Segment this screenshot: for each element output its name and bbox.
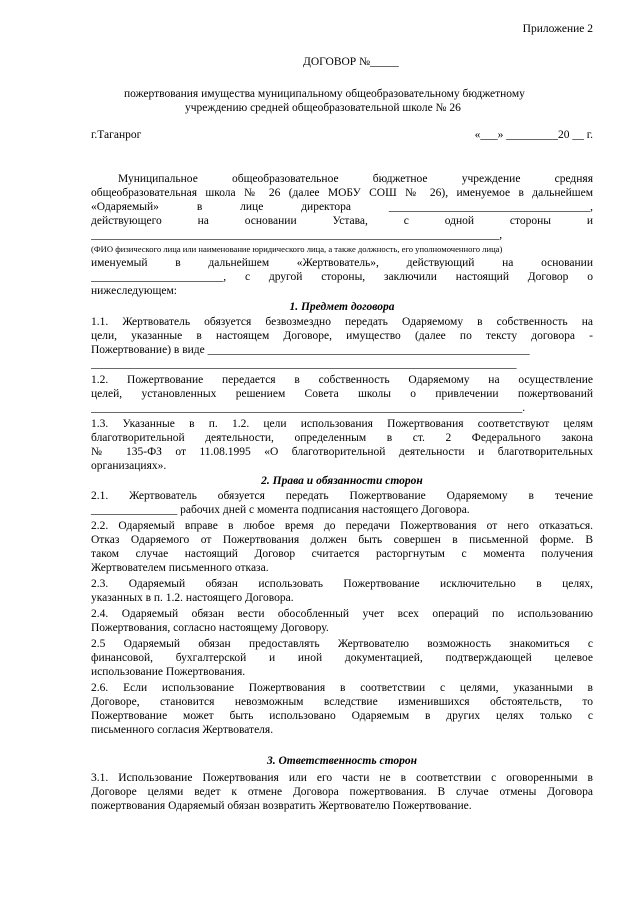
- clause-line: 1.2. Пожертвование передается в собственность Одаряемому на осуществление: [91, 374, 593, 386]
- clause-line: Пожертвования, согласно настоящему Договору.: [91, 622, 329, 634]
- clause-line: пожертвования Одаряемый обязан возвратить Жертвователю Пожертвование.: [91, 800, 472, 812]
- contract-subtitle-line-2: учреждению средней общеобразовательной школе № 26: [185, 102, 461, 114]
- clause-line: 2.3. Одаряемый обязан использовать Пожертвование исключительно в целях,: [91, 578, 593, 590]
- section-heading: 1. Предмет договора: [289, 301, 395, 313]
- clause-line: таком случае настоящий Договор считается расторгнутым с момента получения: [91, 548, 593, 560]
- intro-line: общеобразовательная школа № 26 (далее МОБУ СОШ № 26), именуемое в дальнейшем: [91, 187, 593, 199]
- clause-line: благотворительной деятельности, определенным в ст. 2 Федерального закона: [91, 432, 593, 444]
- clause-line: указанных в п. 1.2. настоящего Договора.: [91, 592, 294, 604]
- contract-title: ДОГОВОР №_____: [303, 56, 399, 68]
- clause-line: 2.2. Одаряемый вправе в любое время до передачи Пожертвования от него отказаться.: [91, 520, 593, 532]
- intro-line: действующего на основании Устава, с одной стороны и: [91, 215, 593, 227]
- section-heading: 2. Права и обязанности сторон: [261, 475, 423, 487]
- intro-line: именуемый в дальнейшем «Жертвователь», действующий на основании: [91, 257, 593, 269]
- clause-line: 1.1. Жертвователь обязуется безвозмездно передать Одаряемому в собственность на: [91, 316, 593, 328]
- clause-line: финансовой, бухгалтерской и иной документацией, подтверждающей целевое: [91, 652, 593, 664]
- clause-line: письменного согласия Жертвователя.: [91, 724, 274, 736]
- clause-line: целей, установленных решением Совета школы о привлечении пожертвований: [91, 388, 593, 400]
- clause-line: _______________ рабочих дней с момента подписания настоящего Договора.: [91, 504, 470, 516]
- appendix-label: Приложение 2: [522, 23, 593, 35]
- clause-line: 2.1. Жертвователь обязуется передать Пожертвование Одаряемому в течение: [91, 490, 593, 502]
- clause-line: 2.4. Одаряемый обязан вести обособленный учет всех операций по использованию: [91, 608, 593, 620]
- intro-line: _______________________, с другой стороны, заключили настоящий Договор о: [91, 271, 593, 283]
- intro-blank-line: _______________________________________________________________________,: [91, 229, 503, 241]
- clause-line: цели, указанные в настоящем Договоре, имущество (далее по тексту договора -: [91, 330, 593, 342]
- clause-line: Пожертвование может быть использовано Одаряемым в других целях только с: [91, 710, 593, 722]
- clause-line: 2.6. Если использование Пожертвования в соответствии с целями, указанными в: [91, 682, 593, 694]
- clause-line: Пожертвование) в виде ________________________________________________________: [91, 344, 530, 356]
- intro-line: Муниципальное общеобразовательное бюджетное учреждение средняя: [118, 173, 593, 185]
- intro-footnote: (ФИО физического лица или наименование юридического лица, а также должность, его уполномоченного лица): [91, 244, 503, 254]
- clause-line: Жертвователем письменного отказа.: [91, 562, 269, 574]
- contract-subtitle-line-1: пожертвования имущества муниципальному общеобразовательному бюджетному: [124, 88, 525, 100]
- clause-line: № 135-ФЗ от 11.08.1995 «О благотворительной деятельности и благотворительных: [91, 446, 593, 458]
- clause-blank-line: __________________________________________________________________________: [91, 358, 517, 370]
- contract-date: «___» _________20 __ г.: [474, 129, 593, 141]
- clause-line: организациях».: [91, 460, 167, 472]
- clause-line: Договоре, становится невозможным вследствие изменившихся обстоятельств, то: [91, 696, 593, 708]
- clause-line: 1.3. Указанные в п. 1.2. цели использования Пожертвования соответствуют целям: [91, 418, 593, 430]
- clause-line: использование Пожертвования.: [91, 666, 246, 678]
- intro-line: «Одаряемый» в лице директора ___________________________________,: [91, 201, 593, 213]
- section-heading: 3. Ответственность сторон: [266, 755, 418, 767]
- city-label: г.Таганрог: [91, 129, 142, 141]
- clause-line: 3.1. Использование Пожертвования или его части не в соответствии с оговоренными в: [91, 772, 593, 784]
- clause-line: Договоре целями ведет к отмене Договора пожертвования. В случае отмены Договора: [91, 786, 593, 798]
- intro-line: нижеследующем:: [91, 285, 177, 297]
- clause-blank-line: ___________________________________________________________________________.: [91, 402, 526, 414]
- clause-line: Отказ Одаряемого от Пожертвования должен быть совершен в письменной форме. В: [91, 534, 593, 546]
- clause-line: 2.5 Одаряемый обязан предоставлять Жертвователю возможность знакомиться с: [91, 638, 593, 650]
